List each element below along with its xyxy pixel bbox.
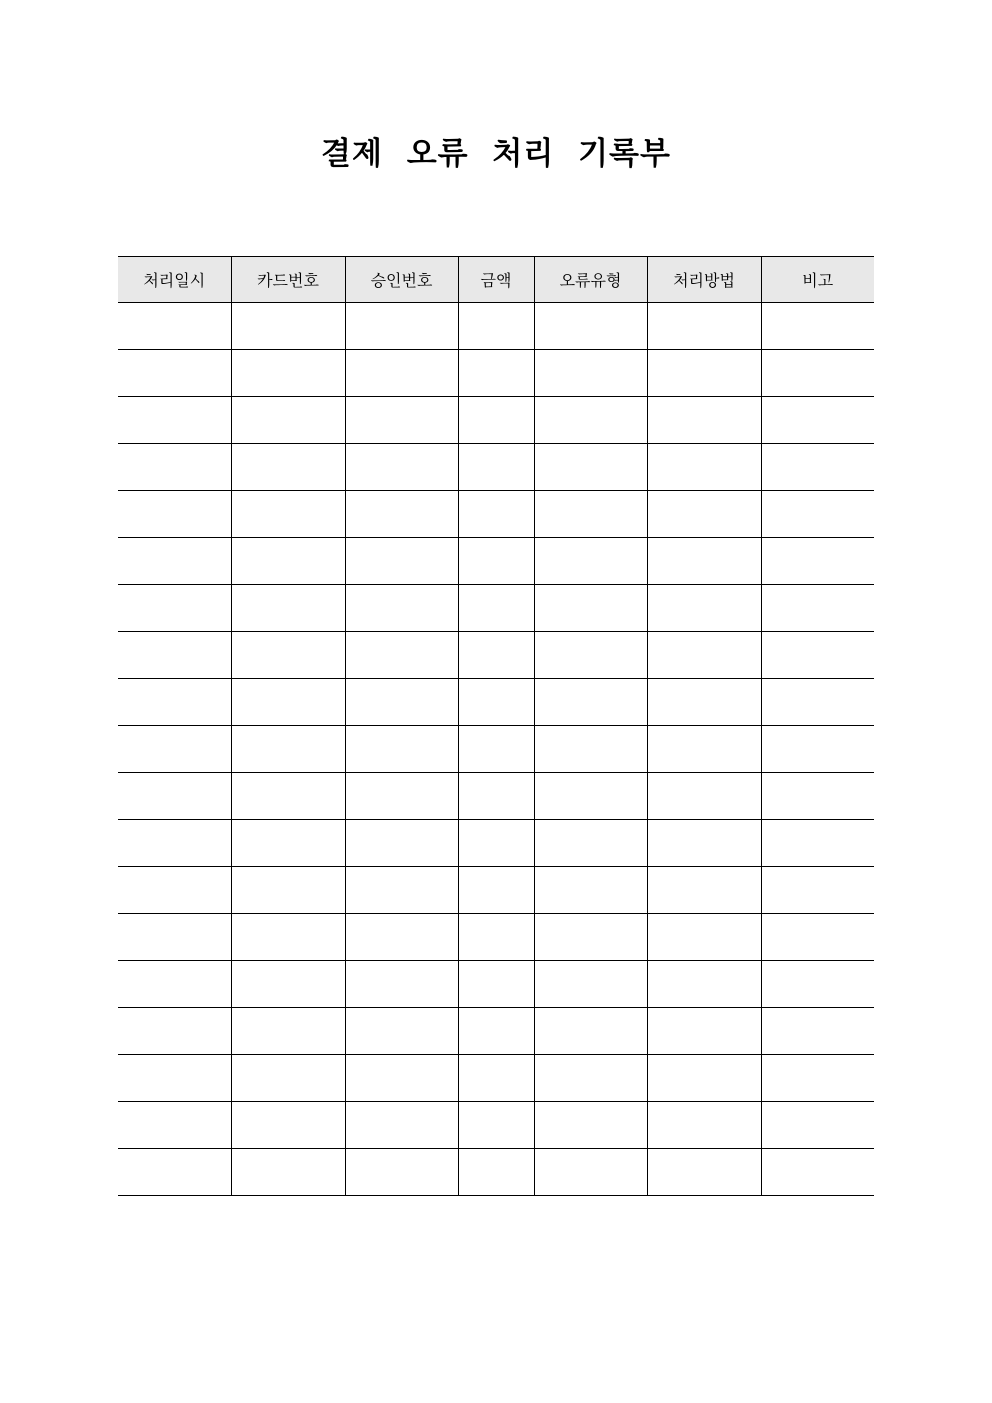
- cell-remarks[interactable]: [761, 350, 874, 397]
- cell-processed-datetime[interactable]: [118, 538, 231, 585]
- cell-resolution-method[interactable]: [647, 820, 761, 867]
- cell-card-number[interactable]: [231, 773, 345, 820]
- cell-processed-datetime[interactable]: [118, 444, 231, 491]
- cell-error-type[interactable]: [534, 914, 647, 961]
- cell-resolution-method[interactable]: [647, 726, 761, 773]
- cell-resolution-method[interactable]: [647, 867, 761, 914]
- cell-resolution-method[interactable]: [647, 538, 761, 585]
- cell-approval-number[interactable]: [345, 303, 458, 350]
- table-row: [118, 914, 874, 961]
- cell-error-type[interactable]: [534, 444, 647, 491]
- header-processed-datetime: 처리일시: [118, 257, 231, 303]
- header-error-type: 오류유형: [534, 257, 647, 303]
- table-row: [118, 632, 874, 679]
- cell-processed-datetime[interactable]: [118, 773, 231, 820]
- cell-amount[interactable]: [458, 1102, 534, 1149]
- cell-amount[interactable]: [458, 820, 534, 867]
- cell-remarks[interactable]: [761, 914, 874, 961]
- cell-remarks[interactable]: [761, 773, 874, 820]
- cell-error-type[interactable]: [534, 820, 647, 867]
- document-title: 결제 오류 처리 기록부: [321, 136, 671, 172]
- cell-approval-number[interactable]: [345, 585, 458, 632]
- cell-resolution-method[interactable]: [647, 632, 761, 679]
- cell-amount[interactable]: [458, 538, 534, 585]
- cell-resolution-method[interactable]: [647, 1008, 761, 1055]
- cell-approval-number[interactable]: [345, 820, 458, 867]
- table-row: [118, 303, 874, 350]
- cell-remarks[interactable]: [761, 961, 874, 1008]
- header-amount: 금액: [458, 257, 534, 303]
- cell-card-number[interactable]: [231, 914, 345, 961]
- cell-processed-datetime[interactable]: [118, 914, 231, 961]
- cell-resolution-method[interactable]: [647, 961, 761, 1008]
- cell-remarks[interactable]: [761, 585, 874, 632]
- cell-card-number[interactable]: [231, 1055, 345, 1102]
- cell-amount[interactable]: [458, 1008, 534, 1055]
- cell-processed-datetime[interactable]: [118, 397, 231, 444]
- cell-resolution-method[interactable]: [647, 914, 761, 961]
- cell-error-type[interactable]: [534, 303, 647, 350]
- table-row: [118, 538, 874, 585]
- cell-card-number[interactable]: [231, 444, 345, 491]
- header-approval-number: 승인번호: [345, 257, 458, 303]
- table-row: [118, 397, 874, 444]
- table-row: [118, 726, 874, 773]
- cell-processed-datetime[interactable]: [118, 350, 231, 397]
- payment-error-log-table: [118, 256, 874, 1196]
- cell-amount[interactable]: [458, 726, 534, 773]
- cell-resolution-method[interactable]: [647, 397, 761, 444]
- cell-approval-number[interactable]: [345, 961, 458, 1008]
- table-row: [118, 350, 874, 397]
- cell-approval-number[interactable]: [345, 726, 458, 773]
- cell-processed-datetime[interactable]: [118, 679, 231, 726]
- cell-resolution-method[interactable]: [647, 679, 761, 726]
- cell-processed-datetime[interactable]: [118, 820, 231, 867]
- cell-error-type[interactable]: [534, 491, 647, 538]
- cell-processed-datetime[interactable]: [118, 491, 231, 538]
- cell-card-number[interactable]: [231, 1008, 345, 1055]
- cell-processed-datetime[interactable]: [118, 1055, 231, 1102]
- cell-amount[interactable]: [458, 350, 534, 397]
- cell-card-number[interactable]: [231, 538, 345, 585]
- cell-remarks[interactable]: [761, 491, 874, 538]
- table-row: [118, 679, 874, 726]
- cell-processed-datetime[interactable]: [118, 303, 231, 350]
- cell-remarks[interactable]: [761, 820, 874, 867]
- cell-remarks[interactable]: [761, 303, 874, 350]
- cell-amount[interactable]: [458, 632, 534, 679]
- table-row: [118, 585, 874, 632]
- table-row: [118, 491, 874, 538]
- cell-resolution-method[interactable]: [647, 1102, 761, 1149]
- cell-error-type[interactable]: [534, 1149, 647, 1196]
- cell-remarks[interactable]: [761, 867, 874, 914]
- cell-amount[interactable]: [458, 585, 534, 632]
- cell-approval-number[interactable]: [345, 397, 458, 444]
- cell-amount[interactable]: [458, 867, 534, 914]
- cell-remarks[interactable]: [761, 1149, 874, 1196]
- cell-processed-datetime[interactable]: [118, 632, 231, 679]
- cell-resolution-method[interactable]: [647, 1149, 761, 1196]
- cell-resolution-method[interactable]: [647, 773, 761, 820]
- cell-processed-datetime[interactable]: [118, 1149, 231, 1196]
- cell-card-number[interactable]: [231, 961, 345, 1008]
- table-row: [118, 1008, 874, 1055]
- cell-approval-number[interactable]: [345, 1055, 458, 1102]
- cell-resolution-method[interactable]: [647, 585, 761, 632]
- cell-approval-number[interactable]: [345, 773, 458, 820]
- cell-processed-datetime[interactable]: [118, 585, 231, 632]
- table-row: [118, 1102, 874, 1149]
- cell-amount[interactable]: [458, 303, 534, 350]
- cell-approval-number[interactable]: [345, 679, 458, 726]
- cell-error-type[interactable]: [534, 1102, 647, 1149]
- cell-card-number[interactable]: [231, 1149, 345, 1196]
- cell-error-type[interactable]: [534, 867, 647, 914]
- cell-amount[interactable]: [458, 491, 534, 538]
- cell-resolution-method[interactable]: [647, 303, 761, 350]
- cell-card-number[interactable]: [231, 632, 345, 679]
- cell-approval-number[interactable]: [345, 350, 458, 397]
- cell-card-number[interactable]: [231, 397, 345, 444]
- cell-amount[interactable]: [458, 397, 534, 444]
- cell-approval-number[interactable]: [345, 538, 458, 585]
- cell-remarks[interactable]: [761, 632, 874, 679]
- cell-error-type[interactable]: [534, 1008, 647, 1055]
- cell-card-number[interactable]: [231, 350, 345, 397]
- cell-remarks[interactable]: [761, 1008, 874, 1055]
- cell-approval-number[interactable]: [345, 1149, 458, 1196]
- cell-amount[interactable]: [458, 1149, 534, 1196]
- cell-remarks[interactable]: [761, 444, 874, 491]
- cell-processed-datetime[interactable]: [118, 726, 231, 773]
- cell-error-type[interactable]: [534, 397, 647, 444]
- cell-resolution-method[interactable]: [647, 1055, 761, 1102]
- cell-amount[interactable]: [458, 773, 534, 820]
- cell-error-type[interactable]: [534, 961, 647, 1008]
- cell-processed-datetime[interactable]: [118, 961, 231, 1008]
- cell-resolution-method[interactable]: [647, 491, 761, 538]
- table-row: [118, 1149, 874, 1196]
- cell-resolution-method[interactable]: [647, 350, 761, 397]
- cell-remarks[interactable]: [761, 1102, 874, 1149]
- header-card-number: 카드번호: [231, 257, 345, 303]
- cell-error-type[interactable]: [534, 726, 647, 773]
- table-row: [118, 820, 874, 867]
- cell-approval-number[interactable]: [345, 491, 458, 538]
- cell-amount[interactable]: [458, 679, 534, 726]
- cell-remarks[interactable]: [761, 679, 874, 726]
- cell-amount[interactable]: [458, 1055, 534, 1102]
- cell-card-number[interactable]: [231, 726, 345, 773]
- table-row: [118, 867, 874, 914]
- cell-card-number[interactable]: [231, 820, 345, 867]
- cell-remarks[interactable]: [761, 397, 874, 444]
- cell-error-type[interactable]: [534, 1055, 647, 1102]
- cell-error-type[interactable]: [534, 538, 647, 585]
- cell-card-number[interactable]: [231, 585, 345, 632]
- cell-amount[interactable]: [458, 961, 534, 1008]
- cell-processed-datetime[interactable]: [118, 1102, 231, 1149]
- cell-approval-number[interactable]: [345, 1102, 458, 1149]
- table-row: [118, 773, 874, 820]
- cell-card-number[interactable]: [231, 491, 345, 538]
- cell-remarks[interactable]: [761, 1055, 874, 1102]
- cell-approval-number[interactable]: [345, 914, 458, 961]
- cell-amount[interactable]: [458, 444, 534, 491]
- header-row: [118, 257, 874, 303]
- cell-card-number[interactable]: [231, 867, 345, 914]
- cell-approval-number[interactable]: [345, 1008, 458, 1055]
- header-resolution-method: 처리방법: [647, 257, 761, 303]
- cell-amount[interactable]: [458, 914, 534, 961]
- cell-error-type[interactable]: [534, 350, 647, 397]
- cell-remarks[interactable]: [761, 538, 874, 585]
- cell-processed-datetime[interactable]: [118, 1008, 231, 1055]
- header-remarks: 비고: [761, 257, 874, 303]
- table-row: [118, 1055, 874, 1102]
- cell-approval-number[interactable]: [345, 444, 458, 491]
- cell-error-type[interactable]: [534, 679, 647, 726]
- cell-processed-datetime[interactable]: [118, 867, 231, 914]
- table-row: [118, 961, 874, 1008]
- cell-error-type[interactable]: [534, 773, 647, 820]
- cell-approval-number[interactable]: [345, 632, 458, 679]
- cell-card-number[interactable]: [231, 679, 345, 726]
- table-row: [118, 444, 874, 491]
- cell-remarks[interactable]: [761, 726, 874, 773]
- cell-resolution-method[interactable]: [647, 444, 761, 491]
- cell-card-number[interactable]: [231, 1102, 345, 1149]
- cell-error-type[interactable]: [534, 585, 647, 632]
- cell-approval-number[interactable]: [345, 867, 458, 914]
- cell-error-type[interactable]: [534, 632, 647, 679]
- cell-card-number[interactable]: [231, 303, 345, 350]
